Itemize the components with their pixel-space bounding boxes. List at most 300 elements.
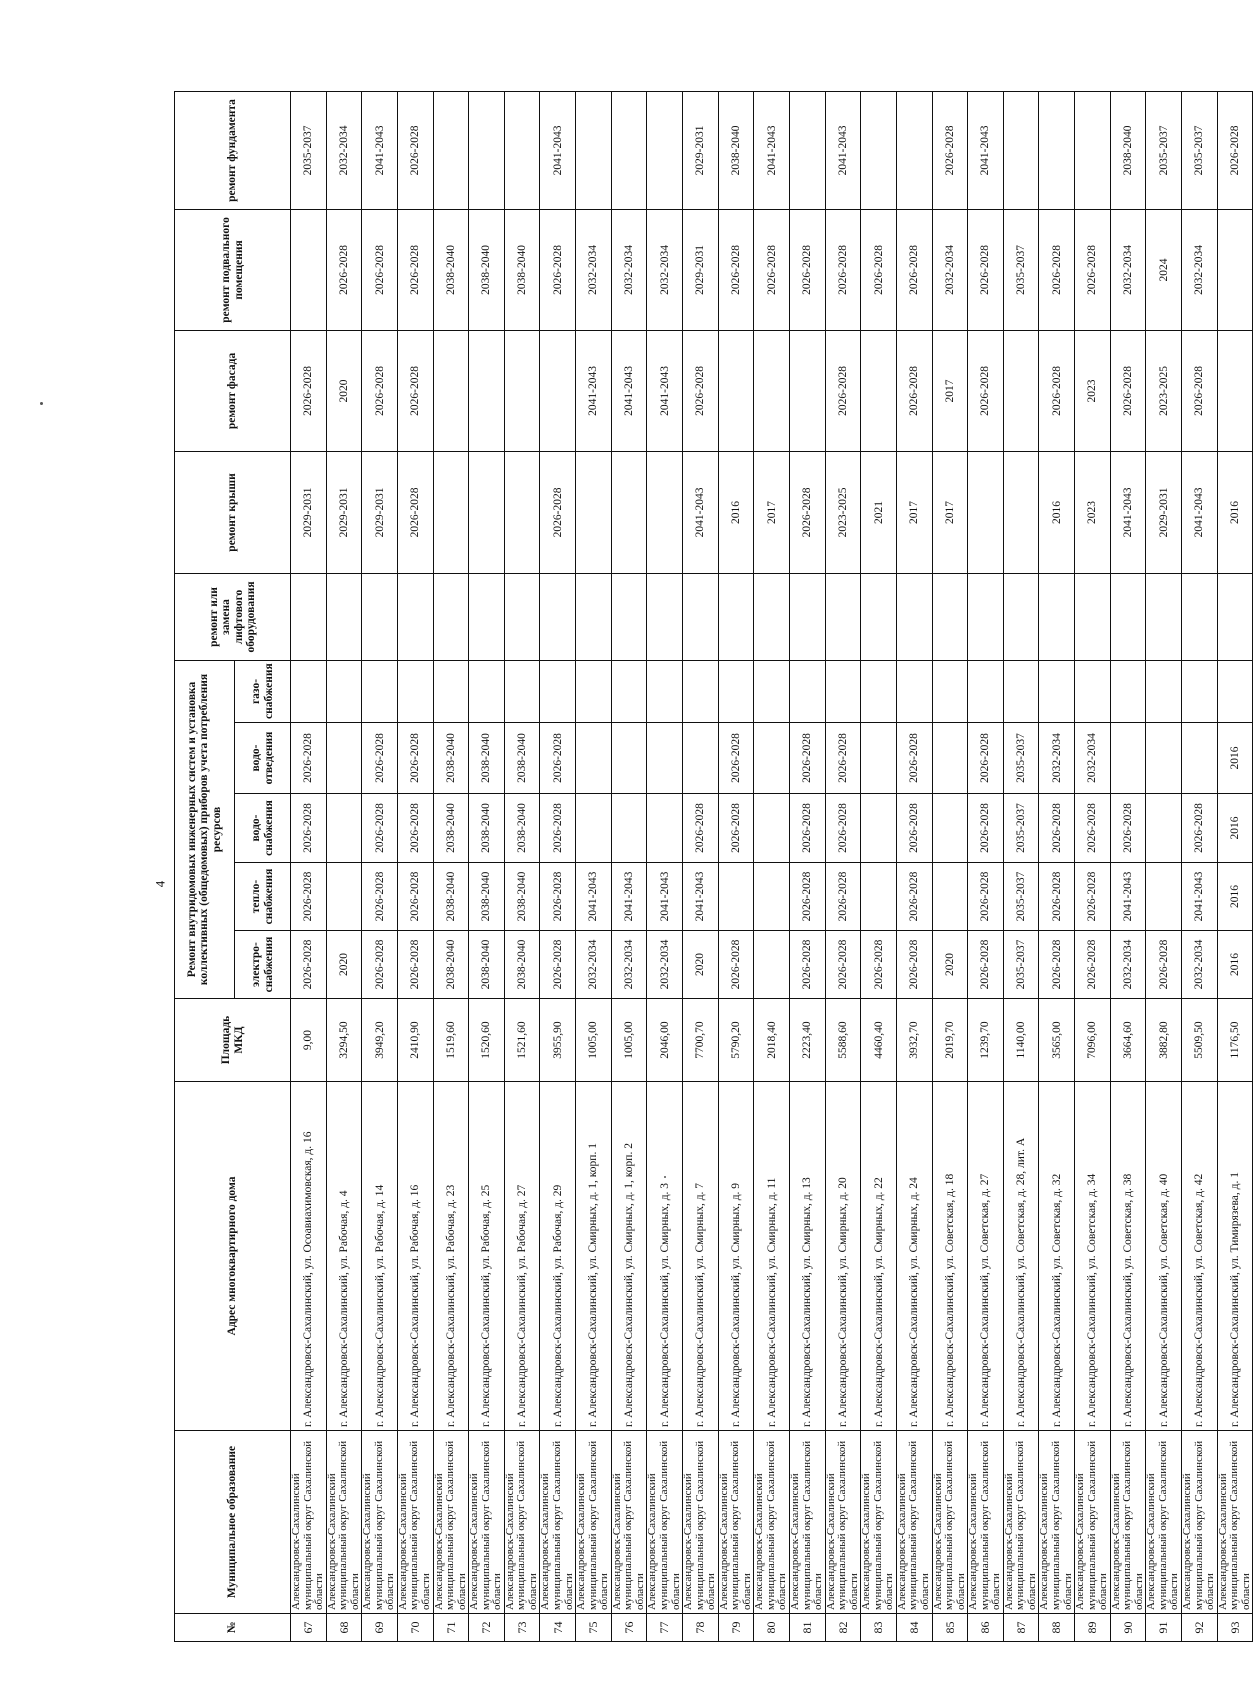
- cell-heat: 2016: [1217, 863, 1253, 931]
- cell-gas: [362, 660, 398, 722]
- cell-num: 68: [326, 1614, 362, 1642]
- cell-heat: 2035-2037: [1003, 863, 1039, 931]
- header-municipality: Муниципальное образование: [175, 1431, 291, 1614]
- cell-water-supply: 2026-2028: [1182, 794, 1218, 863]
- cell-facade: 2026-2028: [683, 330, 719, 451]
- cell-area: 2046,00: [647, 999, 683, 1082]
- cell-basement: [291, 209, 327, 330]
- cell-facade: [540, 330, 576, 451]
- header-heat: тепло-снабжения: [235, 863, 291, 931]
- cell-area: 1140,00: [1003, 999, 1039, 1082]
- cell-water-supply: [861, 794, 897, 863]
- table-row: [825, 91, 861, 1641]
- cell-area: 9,00: [291, 999, 327, 1082]
- cell-area: 1520,60: [469, 999, 505, 1082]
- cell-water-drain: 2026-2028: [896, 723, 932, 794]
- cell-elevator: [1075, 573, 1111, 660]
- cell-heat: 2041-2043: [576, 863, 612, 931]
- cell-area: 7700,70: [683, 999, 719, 1082]
- cell-gas: [789, 660, 825, 722]
- cell-area: 5509,50: [1182, 999, 1218, 1082]
- cell-water-supply: 2026-2028: [825, 794, 861, 863]
- cell-facade: 2026-2028: [397, 330, 433, 451]
- cell-heat: [326, 863, 362, 931]
- cell-heat: 2026-2028: [291, 863, 327, 931]
- scan-speck: [40, 402, 43, 405]
- cell-elevator: [291, 573, 327, 660]
- cell-facade: 2020: [326, 330, 362, 451]
- cell-electric: 2038-2040: [469, 931, 505, 999]
- cell-basement: 2032-2034: [611, 209, 647, 330]
- cell-water-drain: [932, 723, 968, 794]
- table-row: [576, 91, 612, 1641]
- cell-address: г. Александровск-Сахалинский, ул. Советская, д. 34: [1075, 1082, 1111, 1431]
- cell-roof: [433, 451, 469, 573]
- cell-electric: 2026-2028: [1039, 931, 1075, 999]
- cell-heat: 2041-2043: [683, 863, 719, 931]
- cell-water-drain: 2038-2040: [504, 723, 540, 794]
- cell-elevator: [469, 573, 505, 660]
- cell-electric: 2026-2028: [968, 931, 1004, 999]
- cell-basement: 2026-2028: [754, 209, 790, 330]
- cell-water-drain: [754, 723, 790, 794]
- cell-water-drain: 2038-2040: [469, 723, 505, 794]
- cell-heat: [718, 863, 754, 931]
- cell-basement: 2029-2031: [683, 209, 719, 330]
- cell-water-supply: 2026-2028: [1075, 794, 1111, 863]
- cell-water-supply: 2026-2028: [718, 794, 754, 863]
- cell-num: 83: [861, 1614, 897, 1642]
- table-row: [789, 91, 825, 1641]
- cell-foundation: [611, 91, 647, 209]
- cell-roof: 2023: [1075, 451, 1111, 573]
- cell-foundation: [1003, 91, 1039, 209]
- cell-water-supply: 2026-2028: [1110, 794, 1146, 863]
- cell-address: г. Александровск-Сахалинский, ул. Рабочая, д. 29: [540, 1082, 576, 1431]
- cell-basement: 2026-2028: [825, 209, 861, 330]
- cell-water-supply: [326, 794, 362, 863]
- table-row: [683, 91, 719, 1641]
- cell-elevator: [754, 573, 790, 660]
- cell-water-drain: 2026-2028: [291, 723, 327, 794]
- cell-heat: [754, 863, 790, 931]
- cell-elevator: [932, 573, 968, 660]
- cell-num: 70: [397, 1614, 433, 1642]
- cell-electric: 2026-2028: [896, 931, 932, 999]
- cell-water-supply: 2016: [1217, 794, 1253, 863]
- cell-water-supply: 2026-2028: [968, 794, 1004, 863]
- cell-basement: 2038-2040: [433, 209, 469, 330]
- cell-foundation: 2035-2037: [1146, 91, 1182, 209]
- cell-address: г. Александровск-Сахалинский, ул. Смирных, д. 7: [683, 1082, 719, 1431]
- cell-gas: [611, 660, 647, 722]
- cell-roof: 2029-2031: [1146, 451, 1182, 573]
- cell-municipality: Александровск-Сахалинский муниципальный округ Сахалинской области: [397, 1431, 433, 1614]
- cell-facade: 2023: [1075, 330, 1111, 451]
- cell-num: 89: [1075, 1614, 1111, 1642]
- cell-address: г. Александровск-Сахалинский, ул. Советская, д. 18: [932, 1082, 968, 1431]
- cell-water-supply: 2026-2028: [540, 794, 576, 863]
- cell-water-drain: 2038-2040: [433, 723, 469, 794]
- cell-water-drain: [683, 723, 719, 794]
- cell-foundation: 2038-2040: [1110, 91, 1146, 209]
- cell-gas: [825, 660, 861, 722]
- table-row: [326, 91, 362, 1641]
- table-row: [1003, 91, 1039, 1641]
- cell-roof: 2017: [896, 451, 932, 573]
- header-electric: электро-снабжения: [235, 931, 291, 999]
- cell-municipality: Александровск-Сахалинский муниципальный округ Сахалинской области: [825, 1431, 861, 1614]
- cell-basement: 2032-2034: [576, 209, 612, 330]
- cell-elevator: [326, 573, 362, 660]
- cell-area: 1176,50: [1217, 999, 1253, 1082]
- cell-facade: [754, 330, 790, 451]
- cell-facade: 2017: [932, 330, 968, 451]
- cell-municipality: Александровск-Сахалинский муниципальный округ Сахалинской области: [1003, 1431, 1039, 1614]
- table-row: [861, 91, 897, 1641]
- cell-water-drain: [1182, 723, 1218, 794]
- header-engineering-group: Ремонт внутридомовых инженерных систем и установка коллективных (общедомовых) приборов учета потребления ресурсов: [175, 660, 235, 998]
- cell-water-drain: 2026-2028: [362, 723, 398, 794]
- cell-area: 3294,50: [326, 999, 362, 1082]
- cell-facade: 2041-2043: [647, 330, 683, 451]
- cell-heat: 2026-2028: [540, 863, 576, 931]
- cell-roof: 2026-2028: [540, 451, 576, 573]
- table-row: [647, 91, 683, 1641]
- cell-municipality: Александровск-Сахалинский муниципальный округ Сахалинской области: [326, 1431, 362, 1614]
- cell-address: г. Александровск-Сахалинский, ул. Советская, д. 40: [1146, 1082, 1182, 1431]
- cell-roof: 2021: [861, 451, 897, 573]
- cell-heat: 2026-2028: [362, 863, 398, 931]
- cell-area: 3565,00: [1039, 999, 1075, 1082]
- cell-facade: 2026-2028: [1182, 330, 1218, 451]
- cell-gas: [397, 660, 433, 722]
- cell-foundation: 2041-2043: [968, 91, 1004, 209]
- cell-num: 82: [825, 1614, 861, 1642]
- cell-address: г. Александровск-Сахалинский, ул. Советская, д. 42: [1182, 1082, 1218, 1431]
- cell-area: 3955,90: [540, 999, 576, 1082]
- cell-municipality: Александровск-Сахалинский муниципальный округ Сахалинской области: [469, 1431, 505, 1614]
- cell-municipality: Александровск-Сахалинский муниципальный округ Сахалинской области: [968, 1431, 1004, 1614]
- cell-electric: 2038-2040: [433, 931, 469, 999]
- cell-elevator: [825, 573, 861, 660]
- cell-elevator: [433, 573, 469, 660]
- cell-heat: 2026-2028: [397, 863, 433, 931]
- cell-basement: 2026-2028: [861, 209, 897, 330]
- cell-roof: 2029-2031: [291, 451, 327, 573]
- cell-area: 7096,00: [1075, 999, 1111, 1082]
- cell-facade: 2026-2028: [825, 330, 861, 451]
- table-row: [469, 91, 505, 1641]
- cell-basement: 2026-2028: [718, 209, 754, 330]
- cell-basement: 2026-2028: [397, 209, 433, 330]
- cell-facade: [433, 330, 469, 451]
- cell-municipality: Александровск-Сахалинский муниципальный округ Сахалинской области: [576, 1431, 612, 1614]
- cell-heat: 2026-2028: [1075, 863, 1111, 931]
- page-number: 4: [152, 880, 168, 888]
- cell-heat: [861, 863, 897, 931]
- cell-area: 1005,00: [611, 999, 647, 1082]
- cell-area: 2223,40: [789, 999, 825, 1082]
- cell-facade: 2026-2028: [968, 330, 1004, 451]
- cell-water-supply: [576, 794, 612, 863]
- cell-water-drain: 2026-2028: [968, 723, 1004, 794]
- cell-water-supply: 2035-2037: [1003, 794, 1039, 863]
- cell-heat: 2041-2043: [647, 863, 683, 931]
- cell-electric: 2032-2034: [1110, 931, 1146, 999]
- cell-municipality: Александровск-Сахалинский муниципальный округ Сахалинской области: [1217, 1431, 1253, 1614]
- header-gas: газо-снабжения: [235, 660, 291, 722]
- cell-foundation: 2038-2040: [718, 91, 754, 209]
- cell-num: 90: [1110, 1614, 1146, 1642]
- cell-num: 74: [540, 1614, 576, 1642]
- cell-num: 85: [932, 1614, 968, 1642]
- cell-roof: [968, 451, 1004, 573]
- cell-facade: [1003, 330, 1039, 451]
- cell-address: г. Александровск-Сахалинский, ул. Советская, д. 27: [968, 1082, 1004, 1431]
- cell-address: г. Александровск-Сахалинский, ул. Советская, д. 28, лит. А: [1003, 1082, 1039, 1431]
- cell-roof: 2017: [932, 451, 968, 573]
- cell-facade: [789, 330, 825, 451]
- cell-foundation: [789, 91, 825, 209]
- cell-elevator: [1182, 573, 1218, 660]
- cell-water-drain: 2026-2028: [825, 723, 861, 794]
- cell-heat: 2038-2040: [433, 863, 469, 931]
- cell-area: 4460,40: [861, 999, 897, 1082]
- cell-roof: 2026-2028: [789, 451, 825, 573]
- cell-municipality: Александровск-Сахалинский муниципальный округ Сахалинской области: [1110, 1431, 1146, 1614]
- cell-electric: 2032-2034: [611, 931, 647, 999]
- cell-water-drain: 2026-2028: [718, 723, 754, 794]
- cell-municipality: Александровск-Сахалинский муниципальный округ Сахалинской области: [718, 1431, 754, 1614]
- cell-electric: 2020: [326, 931, 362, 999]
- cell-roof: [647, 451, 683, 573]
- cell-address: г. Александровск-Сахалинский, ул. Смирных, д. 9: [718, 1082, 754, 1431]
- cell-num: 88: [1039, 1614, 1075, 1642]
- cell-area: 3882,80: [1146, 999, 1182, 1082]
- cell-elevator: [896, 573, 932, 660]
- table-row: [611, 91, 647, 1641]
- cell-water-supply: 2026-2028: [362, 794, 398, 863]
- cell-roof: 2016: [718, 451, 754, 573]
- cell-foundation: 2026-2028: [1217, 91, 1253, 209]
- cell-num: 81: [789, 1614, 825, 1642]
- cell-basement: 2032-2034: [1182, 209, 1218, 330]
- cell-roof: 2041-2043: [683, 451, 719, 573]
- cell-electric: 2026-2028: [362, 931, 398, 999]
- cell-roof: 2016: [1039, 451, 1075, 573]
- cell-water-supply: 2026-2028: [896, 794, 932, 863]
- cell-basement: 2026-2028: [540, 209, 576, 330]
- cell-water-supply: 2026-2028: [397, 794, 433, 863]
- cell-municipality: Александровск-Сахалинский муниципальный округ Сахалинской области: [1039, 1431, 1075, 1614]
- cell-gas: [326, 660, 362, 722]
- cell-foundation: [1039, 91, 1075, 209]
- cell-gas: [469, 660, 505, 722]
- cell-foundation: [576, 91, 612, 209]
- cell-roof: [504, 451, 540, 573]
- cell-num: 80: [754, 1614, 790, 1642]
- cell-foundation: 2041-2043: [825, 91, 861, 209]
- cell-foundation: 2026-2028: [932, 91, 968, 209]
- cell-basement: 2026-2028: [326, 209, 362, 330]
- cell-electric: [754, 931, 790, 999]
- cell-elevator: [968, 573, 1004, 660]
- cell-area: 1239,70: [968, 999, 1004, 1082]
- cell-basement: 2038-2040: [469, 209, 505, 330]
- cell-municipality: Александровск-Сахалинский муниципальный округ Сахалинской области: [433, 1431, 469, 1614]
- table-row: [754, 91, 790, 1641]
- header-water-supply: водо-снабжения: [235, 794, 291, 863]
- header-area: Площадь МКД: [175, 999, 291, 1082]
- cell-basement: 2038-2040: [504, 209, 540, 330]
- cell-heat: 2026-2028: [1039, 863, 1075, 931]
- cell-electric: 2026-2028: [718, 931, 754, 999]
- header-water-drain: водо-отведения: [235, 723, 291, 794]
- cell-address: г. Александровск-Сахалинский, ул. Смирных, д. 22: [861, 1082, 897, 1431]
- cell-address: г. Александровск-Сахалинский, ул. Смирных, д. 24: [896, 1082, 932, 1431]
- cell-water-supply: [611, 794, 647, 863]
- cell-num: 84: [896, 1614, 932, 1642]
- cell-elevator: [1217, 573, 1253, 660]
- table-row: [504, 91, 540, 1641]
- table-row: [932, 91, 968, 1641]
- cell-roof: 2041-2043: [1182, 451, 1218, 573]
- cell-elevator: [683, 573, 719, 660]
- cell-water-drain: [326, 723, 362, 794]
- cell-foundation: 2041-2043: [540, 91, 576, 209]
- cell-elevator: [718, 573, 754, 660]
- cell-electric: 2026-2028: [789, 931, 825, 999]
- cell-basement: 2026-2028: [362, 209, 398, 330]
- cell-basement: 2026-2028: [789, 209, 825, 330]
- table-row: [1217, 91, 1253, 1641]
- table-row: [540, 91, 576, 1641]
- cell-num: 91: [1146, 1614, 1182, 1642]
- cell-elevator: [1039, 573, 1075, 660]
- header-elevator: ремонт или замена лифтового оборудования: [175, 573, 291, 660]
- cell-municipality: Александровск-Сахалинский муниципальный округ Сахалинской области: [789, 1431, 825, 1614]
- cell-gas: [1217, 660, 1253, 722]
- cell-gas: [1003, 660, 1039, 722]
- header-basement: ремонт подвального помещения: [175, 209, 291, 330]
- cell-gas: [540, 660, 576, 722]
- cell-basement: 2032-2034: [932, 209, 968, 330]
- cell-water-supply: 2038-2040: [504, 794, 540, 863]
- cell-gas: [1182, 660, 1218, 722]
- cell-area: 2410,90: [397, 999, 433, 1082]
- cell-gas: [718, 660, 754, 722]
- cell-water-supply: [754, 794, 790, 863]
- cell-foundation: 2035-2037: [1182, 91, 1218, 209]
- cell-elevator: [1003, 573, 1039, 660]
- cell-address: г. Александровск-Сахалинский, ул. Рабочая, д. 4: [326, 1082, 362, 1431]
- cell-address: г. Александровск-Сахалинский, ул. Рабочая, д. 23: [433, 1082, 469, 1431]
- cell-roof: [576, 451, 612, 573]
- cell-num: 79: [718, 1614, 754, 1642]
- cell-elevator: [1146, 573, 1182, 660]
- cell-num: 87: [1003, 1614, 1039, 1642]
- cell-facade: 2026-2028: [362, 330, 398, 451]
- cell-address: г. Александровск-Сахалинский, ул. Рабочая, д. 16: [397, 1082, 433, 1431]
- cell-address: г. Александровск-Сахалинский, ул. Смирных, д. 1, корп. 1: [576, 1082, 612, 1431]
- cell-foundation: [1075, 91, 1111, 209]
- cell-municipality: Александровск-Сахалинский муниципальный округ Сахалинской области: [896, 1431, 932, 1614]
- cell-water-drain: 2032-2034: [1075, 723, 1111, 794]
- cell-foundation: 2032-2034: [326, 91, 362, 209]
- cell-municipality: Александровск-Сахалинский муниципальный округ Сахалинской области: [1146, 1431, 1182, 1614]
- cell-water-supply: [932, 794, 968, 863]
- cell-num: 73: [504, 1614, 540, 1642]
- cell-electric: 2016: [1217, 931, 1253, 999]
- cell-address: г. Александровск-Сахалинский, ул. Советская, д. 32: [1039, 1082, 1075, 1431]
- cell-municipality: Александровск-Сахалинский муниципальный округ Сахалинской области: [683, 1431, 719, 1614]
- cell-roof: 2016: [1217, 451, 1253, 573]
- cell-gas: [1075, 660, 1111, 722]
- header-address: Адрес многоквартирного дома: [175, 1082, 291, 1431]
- cell-electric: 2026-2028: [825, 931, 861, 999]
- cell-area: 2019,70: [932, 999, 968, 1082]
- cell-water-supply: 2038-2040: [469, 794, 505, 863]
- cell-roof: 2029-2031: [362, 451, 398, 573]
- cell-facade: 2041-2043: [576, 330, 612, 451]
- table-row: [1110, 91, 1146, 1641]
- cell-address: г. Александровск-Сахалинский, ул. Рабочая, д. 27: [504, 1082, 540, 1431]
- cell-gas: [576, 660, 612, 722]
- cell-facade: [469, 330, 505, 451]
- cell-water-supply: 2038-2040: [433, 794, 469, 863]
- cell-heat: 2026-2028: [789, 863, 825, 931]
- cell-heat: 2038-2040: [504, 863, 540, 931]
- header-facade: ремонт фасада: [175, 330, 291, 451]
- cell-gas: [1110, 660, 1146, 722]
- cell-gas: [968, 660, 1004, 722]
- cell-area: 5790,20: [718, 999, 754, 1082]
- cell-electric: 2026-2028: [540, 931, 576, 999]
- cell-municipality: Александровск-Сахалинский муниципальный округ Сахалинской области: [1182, 1431, 1218, 1614]
- cell-gas: [896, 660, 932, 722]
- cell-basement: 2032-2034: [647, 209, 683, 330]
- cell-water-drain: 2026-2028: [789, 723, 825, 794]
- cell-num: 67: [291, 1614, 327, 1642]
- cell-num: 93: [1217, 1614, 1253, 1642]
- cell-municipality: Александровск-Сахалинский муниципальный округ Сахалинской области: [861, 1431, 897, 1614]
- cell-area: 1519,60: [433, 999, 469, 1082]
- cell-water-drain: 2026-2028: [540, 723, 576, 794]
- cell-num: 71: [433, 1614, 469, 1642]
- cell-roof: [469, 451, 505, 573]
- cell-basement: 2032-2034: [1110, 209, 1146, 330]
- cell-roof: 2017: [754, 451, 790, 573]
- cell-address: г. Александровск-Сахалинский, ул. Смирных, д. 13: [789, 1082, 825, 1431]
- cell-electric: 2026-2028: [1075, 931, 1111, 999]
- table-row: [718, 91, 754, 1641]
- cell-electric: 2026-2028: [397, 931, 433, 999]
- cell-water-supply: 2026-2028: [291, 794, 327, 863]
- cell-roof: 2041-2043: [1110, 451, 1146, 573]
- header-foundation: ремонт фундамента: [175, 91, 291, 209]
- cell-elevator: [861, 573, 897, 660]
- cell-foundation: 2041-2043: [754, 91, 790, 209]
- cell-address: г. Александровск-Сахалинский, ул. Смирных, д. 11: [754, 1082, 790, 1431]
- table-row: [896, 91, 932, 1641]
- cell-basement: [1217, 209, 1253, 330]
- cell-electric: 2038-2040: [504, 931, 540, 999]
- cell-heat: 2026-2028: [968, 863, 1004, 931]
- cell-basement: 2024: [1146, 209, 1182, 330]
- cell-water-drain: [1146, 723, 1182, 794]
- cell-address: г. Александровск-Сахалинский, ул. Смирных, д. 20: [825, 1082, 861, 1431]
